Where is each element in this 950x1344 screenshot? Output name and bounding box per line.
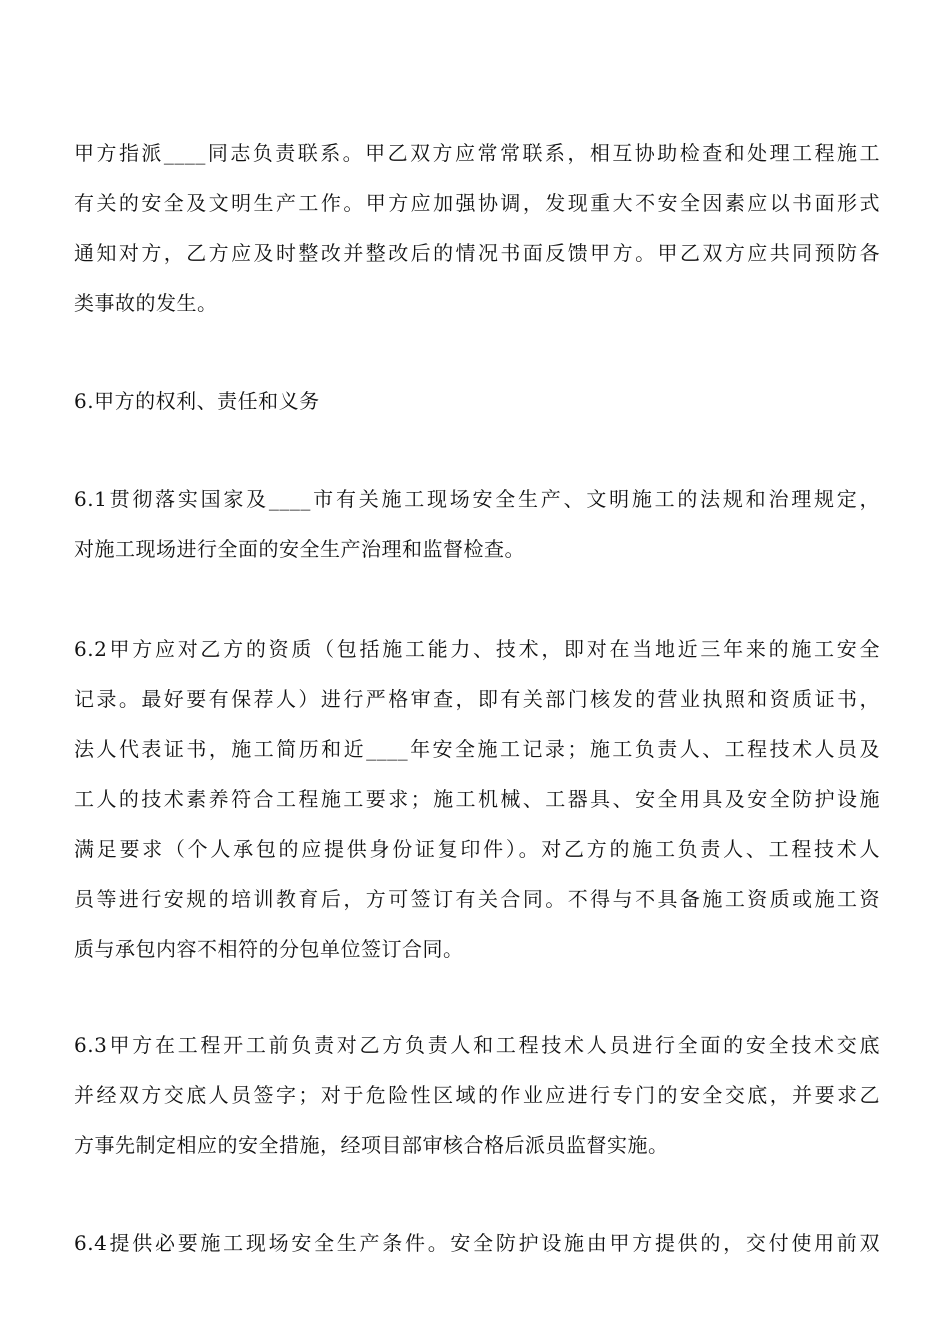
clause-6-2 (74, 624, 880, 974)
text-line: 质与承包内容不相符的分包单位签订合同。 (74, 937, 464, 961)
text-line: 工人的技术素养符合工程施工要求；施工机械、工器具、安全用具及安全防护设施 (74, 787, 880, 811)
text-line: 6.2甲方应对乙方的资质（包括施工能力、技术，即对在当地近三年来的施工安全 (74, 637, 880, 661)
paragraph-liaison (74, 128, 880, 328)
clause-6-3 (74, 1020, 880, 1170)
text-line: 6.甲方的权利、责任和义务 (74, 389, 320, 413)
section-heading-6 (74, 376, 880, 426)
text-line: 6.3甲方在工程开工前负责对乙方负责人和工程技术人员进行全面的安全技术交底 (74, 1033, 880, 1057)
text-line: 记录。最好要有保荐人）进行严格审查，即有关部门核发的营业执照和资质证书， (74, 687, 880, 711)
text-line: 有关的安全及文明生产工作。甲方应加强协调，发现重大不安全因素应以书面形式 (74, 191, 880, 215)
text-line: 并经双方交底人员签字；对于危险性区域的作业应进行专门的安全交底，并要求乙 (74, 1083, 880, 1107)
clause-6-1 (74, 474, 880, 574)
text-line: 类事故的发生。 (74, 291, 218, 315)
text-line: 甲方指派____同志负责联系。甲乙双方应常常联系，相互协助检查和处理工程施工 (74, 141, 880, 165)
text-line: 法人代表证书，施工简历和近____年安全施工记录；施工负责人、工程技术人员及 (74, 737, 880, 761)
text-line: 6.1贯彻落实国家及____市有关施工现场安全生产、文明施工的法规和治理规定， (74, 487, 880, 511)
text-line: 对施工现场进行全面的安全生产治理和监督检查。 (74, 537, 525, 561)
clause-6-4 (74, 1218, 880, 1268)
text-line: 满足要求（个人承包的应提供身份证复印件）。对乙方的施工负责人、工程技术人 (74, 837, 880, 861)
text-line: 通知对方，乙方应及时整改并整改后的情况书面反馈甲方。甲乙双方应共同预防各 (74, 241, 880, 265)
text-line: 员等进行安规的培训教育后，方可签订有关合同。不得与不具备施工资质或施工资 (74, 887, 880, 911)
text-line: 方事先制定相应的安全措施，经项目部审核合格后派员监督实施。 (74, 1133, 669, 1157)
text-line: 6.4提供必要施工现场安全生产条件。安全防护设施由甲方提供的，交付使用前双 (74, 1231, 880, 1255)
